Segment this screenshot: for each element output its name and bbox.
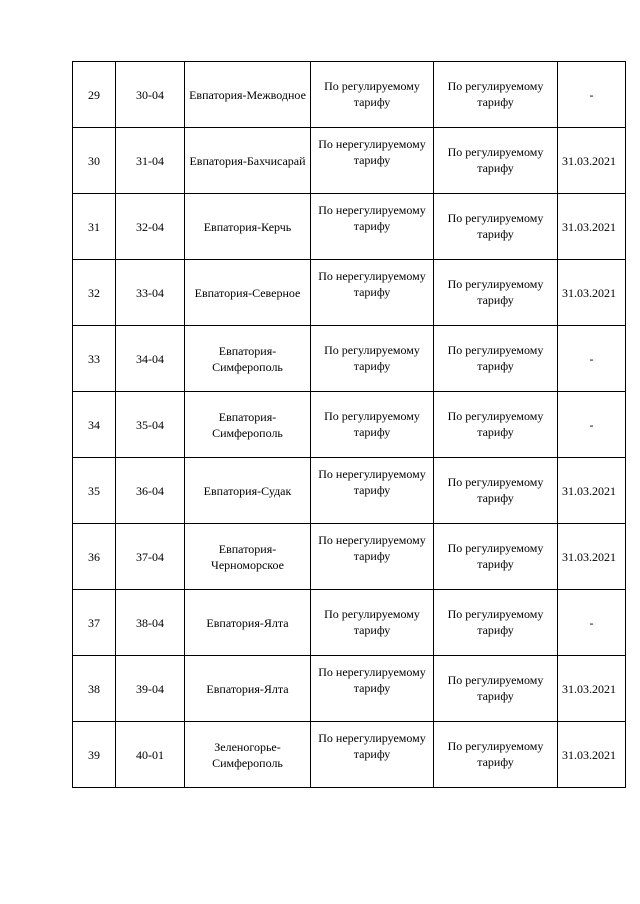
tariff-type-new-cell [434, 62, 558, 128]
row-number: 29 [88, 87, 100, 102]
route-name: Евпатория-Симферополь [212, 343, 283, 374]
tariff-type-cell [311, 590, 434, 656]
row-number-cell [73, 392, 116, 458]
tariff-type-new-cell [434, 392, 558, 458]
route-code-cell [116, 722, 185, 788]
route-code: 31-04 [136, 153, 164, 168]
route-code-cell [116, 458, 185, 524]
table-row [73, 128, 626, 194]
tariff-type: По нерегулируемому тарифу [318, 137, 426, 167]
change-date-cell [558, 722, 626, 788]
table-row [73, 260, 626, 326]
tariff-type-new: По регулируемому тарифу [447, 145, 544, 175]
tariff-type-cell [311, 128, 434, 194]
route-name-cell [185, 590, 311, 656]
row-number-cell [73, 326, 116, 392]
tariff-type: По регулируемому тарифу [324, 409, 420, 439]
tariff-type-new: По регулируемому тарифу [447, 541, 544, 571]
tariff-type-cell [311, 326, 434, 392]
change-date: - [589, 417, 594, 432]
row-number: 33 [88, 351, 100, 366]
tariff-type-new: По регулируемому тарифу [447, 739, 544, 769]
change-date: 31.03.2021 [562, 681, 616, 696]
route-code: 33-04 [136, 285, 164, 300]
route-name: Евпатория-Керчь [203, 219, 292, 234]
tariff-type-new: По регулируемому тарифу [447, 343, 544, 373]
route-code: 30-04 [136, 87, 164, 102]
row-number-cell [73, 722, 116, 788]
row-number-cell [73, 590, 116, 656]
route-code-cell [116, 590, 185, 656]
tariff-type-new-cell [434, 524, 558, 590]
route-name-cell [185, 260, 311, 326]
change-date: 31.03.2021 [562, 219, 616, 234]
change-date: 31.03.2021 [562, 549, 616, 564]
route-name-cell [185, 524, 311, 590]
row-number: 37 [88, 615, 100, 630]
change-date: 31.03.2021 [562, 285, 616, 300]
row-number-cell [73, 524, 116, 590]
route-code: 38-04 [136, 615, 164, 630]
route-code-cell [116, 392, 185, 458]
route-code-cell [116, 62, 185, 128]
change-date: 31.03.2021 [562, 747, 616, 762]
route-code: 35-04 [136, 417, 164, 432]
route-code-cell [116, 260, 185, 326]
route-name: Евпатория-Бахчисарай [189, 153, 306, 168]
tariff-type: По регулируемому тарифу [324, 343, 420, 373]
row-number: 38 [88, 681, 100, 696]
tariff-type-new-cell [434, 260, 558, 326]
change-date: - [589, 87, 594, 102]
tariff-type: По нерегулируемому тарифу [318, 467, 426, 497]
tariff-type-new: По регулируемому тарифу [447, 409, 544, 439]
routes-table [72, 61, 626, 788]
table-row [73, 656, 626, 722]
tariff-type-cell [311, 722, 434, 788]
route-name: Зеленогорье-Симферополь [212, 739, 283, 770]
route-code-cell [116, 128, 185, 194]
tariff-type: По нерегулируемому тарифу [318, 731, 426, 761]
row-number: 31 [88, 219, 100, 234]
table-row [73, 590, 626, 656]
row-number: 35 [88, 483, 100, 498]
table-row [73, 524, 626, 590]
route-code: 34-04 [136, 351, 164, 366]
route-name-cell [185, 128, 311, 194]
change-date: 31.03.2021 [562, 483, 616, 498]
tariff-type-new: По регулируемому тарифу [447, 277, 544, 307]
row-number: 34 [88, 417, 100, 432]
row-number-cell [73, 656, 116, 722]
tariff-type-new-cell [434, 722, 558, 788]
table-row [73, 392, 626, 458]
tariff-type-cell [311, 392, 434, 458]
tariff-type-cell [311, 62, 434, 128]
tariff-type-new-cell [434, 458, 558, 524]
tariff-type-new-cell [434, 326, 558, 392]
tariff-type: По регулируемому тарифу [324, 79, 420, 109]
change-date-cell [558, 128, 626, 194]
change-date: - [589, 351, 594, 366]
table-row [73, 458, 626, 524]
row-number: 39 [88, 747, 100, 762]
change-date-cell [558, 260, 626, 326]
tariff-type-cell [311, 194, 434, 260]
tariff-type-new: По регулируемому тарифу [447, 79, 544, 109]
tariff-type: По нерегулируемому тарифу [318, 269, 426, 299]
row-number-cell [73, 62, 116, 128]
change-date-cell [558, 590, 626, 656]
route-code-cell [116, 194, 185, 260]
row-number-cell [73, 458, 116, 524]
table-row [73, 722, 626, 788]
route-code: 39-04 [136, 681, 164, 696]
route-name: Евпатория-Северное [194, 285, 301, 300]
change-date-cell [558, 524, 626, 590]
route-code: 32-04 [136, 219, 164, 234]
row-number: 32 [88, 285, 100, 300]
change-date: - [589, 615, 594, 630]
route-code: 37-04 [136, 549, 164, 564]
route-code: 36-04 [136, 483, 164, 498]
change-date-cell [558, 656, 626, 722]
tariff-type-cell [311, 524, 434, 590]
route-name: Евпатория-Межводное [189, 87, 306, 102]
tariff-type-new: По регулируемому тарифу [447, 607, 544, 637]
tariff-type: По нерегулируемому тарифу [318, 533, 426, 563]
tariff-type-new: По регулируемому тарифу [447, 475, 544, 505]
table-row [73, 194, 626, 260]
tariff-type: По нерегулируемому тарифу [318, 665, 426, 695]
route-name: Евпатория-Черноморское [211, 541, 284, 572]
row-number-cell [73, 128, 116, 194]
route-code-cell [116, 656, 185, 722]
tariff-type-cell [311, 458, 434, 524]
tariff-type: По регулируемому тарифу [324, 607, 420, 637]
route-code: 40-01 [136, 747, 164, 762]
change-date-cell [558, 62, 626, 128]
tariff-type-new-cell [434, 194, 558, 260]
change-date-cell [558, 458, 626, 524]
tariff-type-cell [311, 260, 434, 326]
tariff-type-new-cell [434, 128, 558, 194]
route-name: Евпатория-Ялта [206, 681, 289, 696]
tariff-type-new-cell [434, 656, 558, 722]
route-code-cell [116, 326, 185, 392]
change-date-cell [558, 194, 626, 260]
routes-table-body [73, 62, 626, 788]
route-name: Евпатория-Судак [203, 483, 292, 498]
tariff-type-new: По регулируемому тарифу [447, 673, 544, 703]
tariff-type: По нерегулируемому тарифу [318, 203, 426, 233]
route-name-cell [185, 458, 311, 524]
route-name: Евпатория-Ялта [206, 615, 289, 630]
tariff-type-new-cell [434, 590, 558, 656]
change-date-cell [558, 326, 626, 392]
tariff-type-cell [311, 656, 434, 722]
row-number: 36 [88, 549, 100, 564]
route-name-cell [185, 194, 311, 260]
route-name-cell [185, 392, 311, 458]
route-name-cell [185, 326, 311, 392]
row-number-cell [73, 194, 116, 260]
route-code-cell [116, 524, 185, 590]
row-number-cell [73, 260, 116, 326]
row-number: 30 [88, 153, 100, 168]
table-row [73, 62, 626, 128]
route-name-cell [185, 722, 311, 788]
route-name-cell [185, 62, 311, 128]
route-name: Евпатория-Симферополь [212, 409, 283, 440]
tariff-type-new: По регулируемому тарифу [447, 211, 544, 241]
table-row [73, 326, 626, 392]
change-date: 31.03.2021 [562, 153, 616, 168]
route-name-cell [185, 656, 311, 722]
change-date-cell [558, 392, 626, 458]
